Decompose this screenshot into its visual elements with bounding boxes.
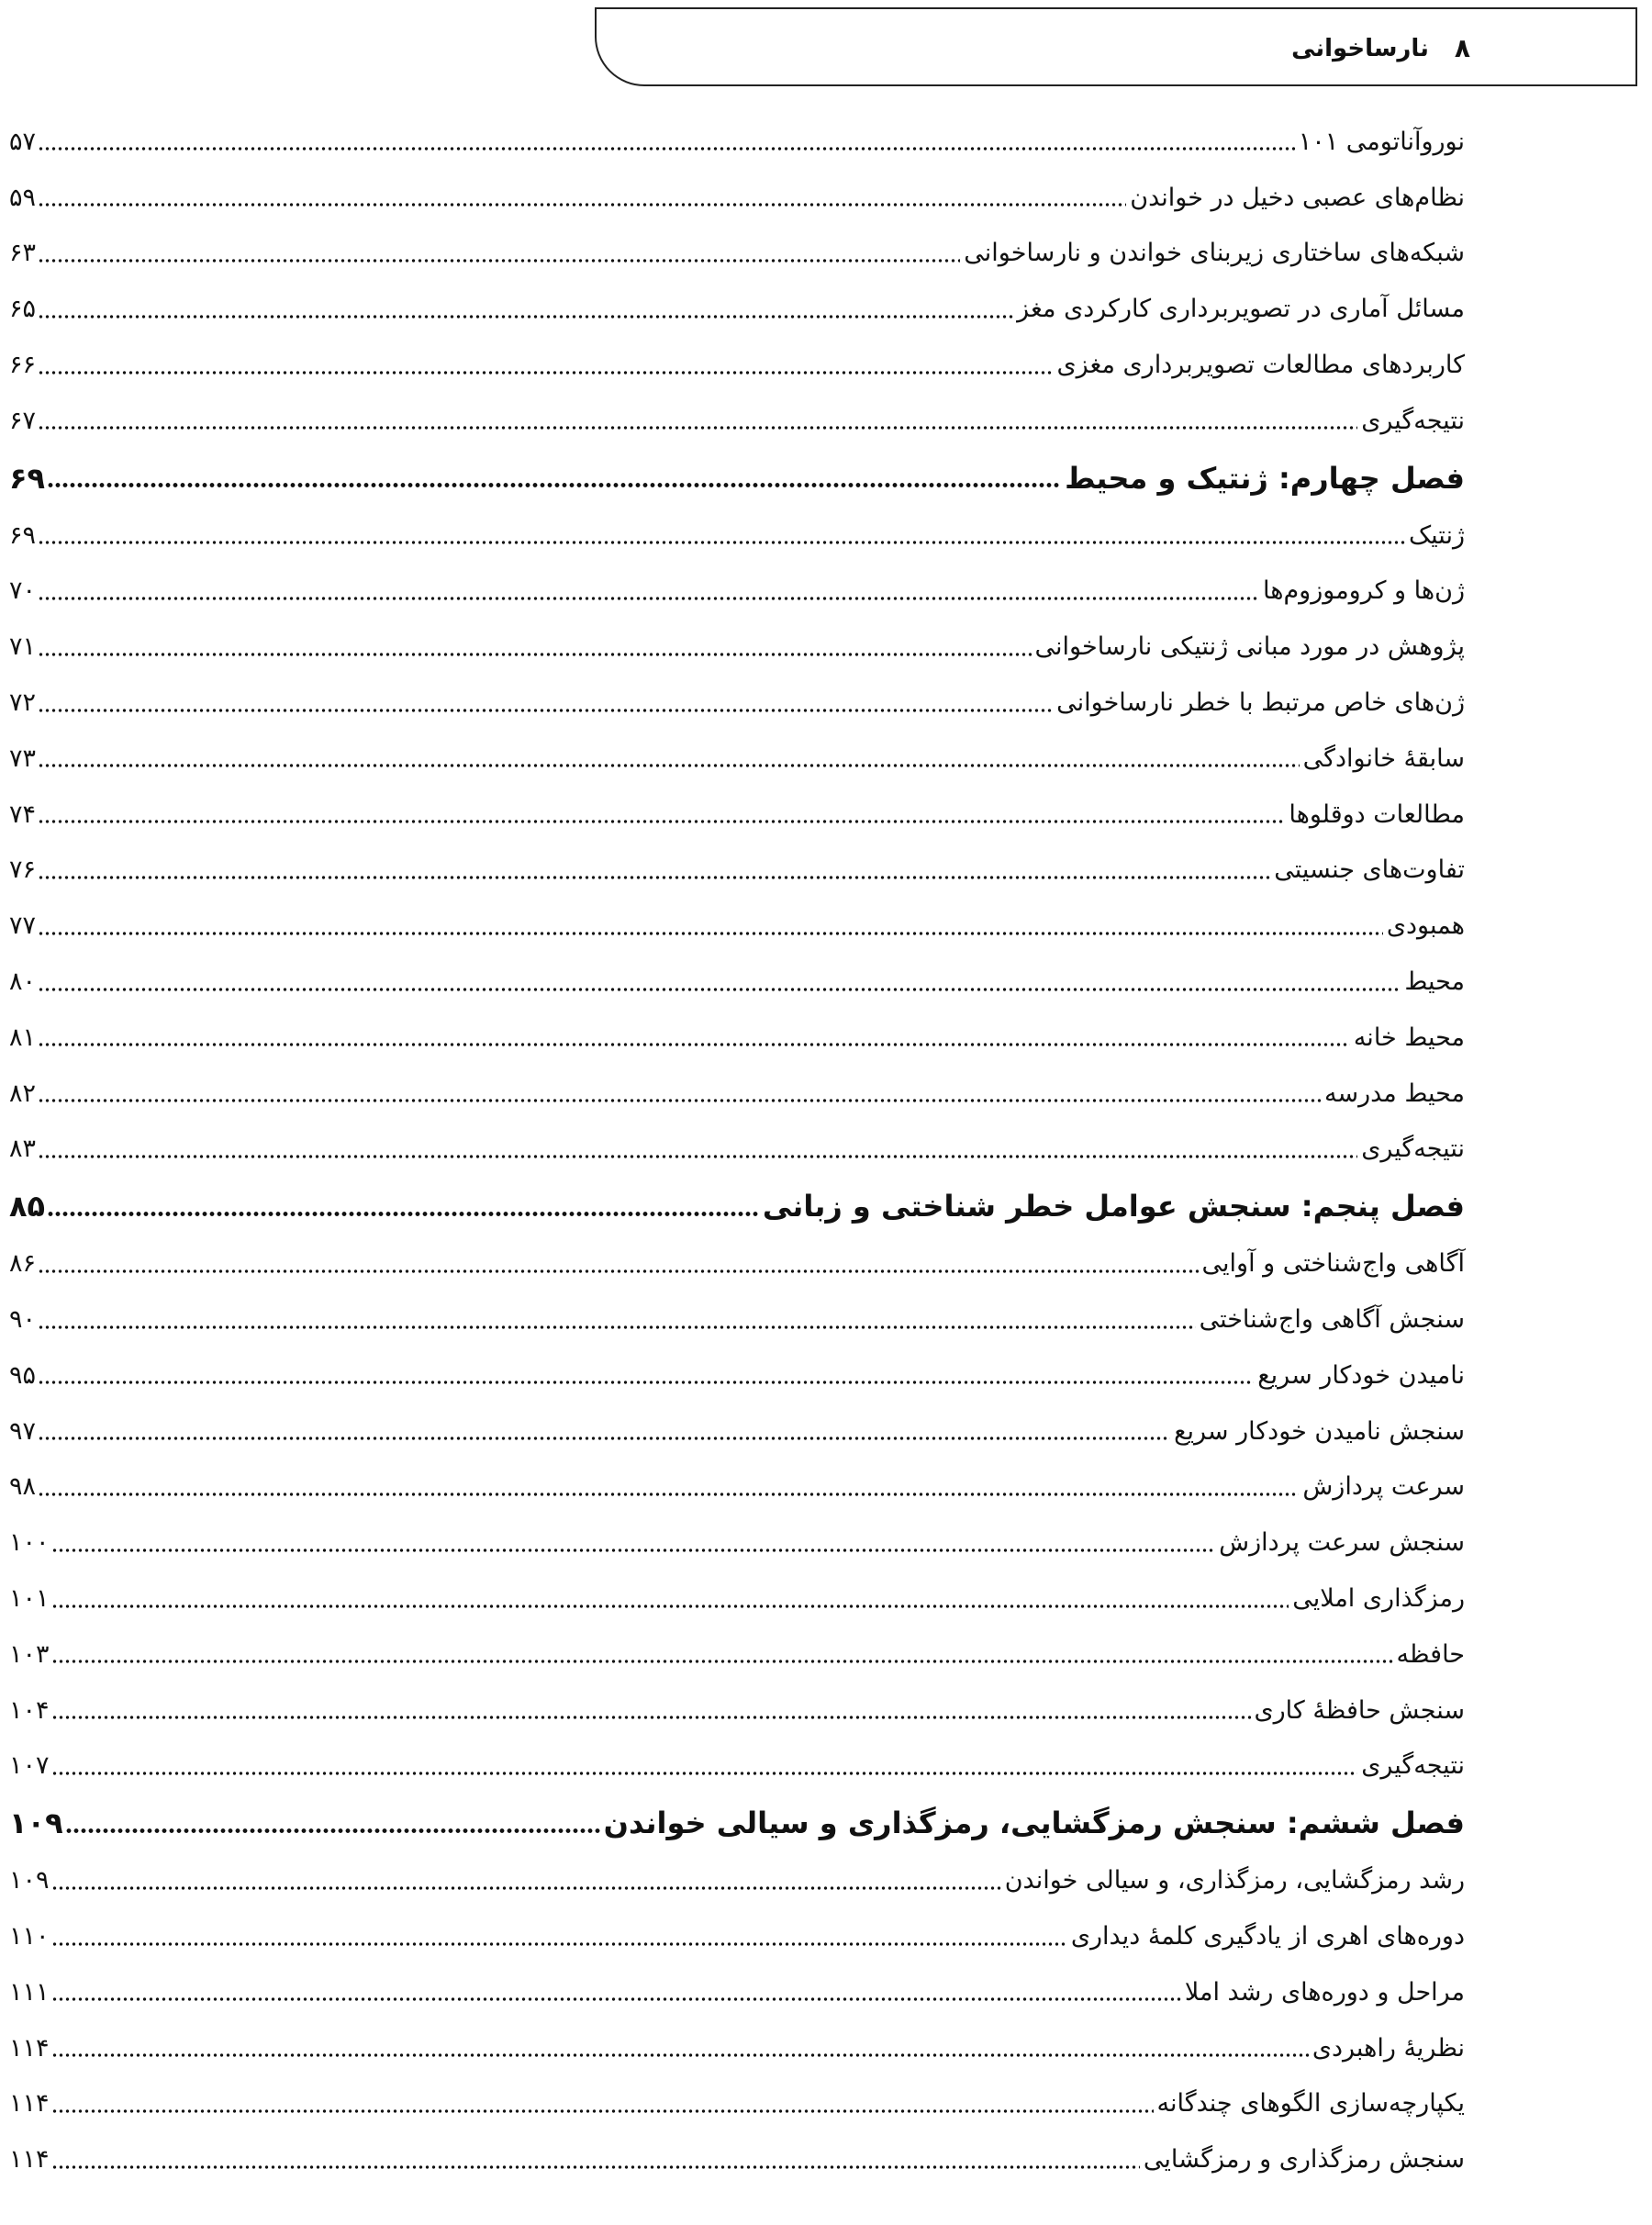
- toc-row: [9, 2076, 1465, 2132]
- dot-leader: [51, 2108, 1154, 2114]
- toc-entry: [0, 1403, 1652, 1459]
- toc-entry: [0, 619, 1652, 675]
- dot-leader: [38, 202, 1126, 207]
- page-number: ۷۲: [9, 688, 37, 718]
- toc-row: [9, 1235, 1465, 1291]
- toc-row: [9, 1291, 1465, 1347]
- toc-row: [9, 1515, 1465, 1571]
- toc-entry: [0, 787, 1652, 843]
- toc-entry: [0, 1852, 1652, 1908]
- toc-row: [9, 787, 1465, 843]
- dot-leader: [38, 314, 1013, 319]
- toc-row: [9, 898, 1465, 954]
- toc-entry: [0, 1627, 1652, 1683]
- section-title: مسائل آماری در تصویربرداری کارکردی مغز: [1017, 295, 1465, 324]
- toc-row: [9, 1908, 1465, 1964]
- dot-leader: [51, 1604, 1289, 1609]
- page-number: ۶۶: [9, 351, 37, 380]
- toc-entry: [0, 337, 1652, 393]
- dot-leader: [38, 1098, 1321, 1103]
- page-number: ۹۰: [9, 1305, 37, 1335]
- section-title: سنجش نامیدن خودکار سریع: [1174, 1416, 1465, 1446]
- section-title: سنجش آگاهی واج‌شناختی: [1199, 1305, 1465, 1335]
- section-title: نامیدن خودکار سریع: [1257, 1360, 1465, 1390]
- section-title: پژوهش در مورد مبانی ژنتیکی نارساخوانی: [1034, 632, 1465, 662]
- toc-row: [9, 1403, 1465, 1459]
- dot-leader: [51, 1885, 1001, 1891]
- toc-entry: [0, 1291, 1652, 1347]
- section-title: دوره‌های اهری از یادگیری کلمهٔ دیداری: [1070, 1922, 1465, 1951]
- page-number: ۸۳: [9, 1135, 37, 1164]
- section-title: مطالعات دوقلوها: [1289, 799, 1465, 829]
- dot-leader: [51, 2164, 1140, 2170]
- toc-row: [9, 1459, 1465, 1515]
- page-number: ۸۱: [9, 1023, 37, 1052]
- page-number: ۹۵: [9, 1360, 37, 1390]
- page-number: ۷۴: [9, 799, 37, 829]
- section-title: مراحل و دوره‌های رشد املا: [1184, 1977, 1465, 2007]
- page-number: ۵۹: [9, 183, 37, 212]
- page-number: ۱۱۴: [9, 2033, 50, 2063]
- toc-row: [9, 1347, 1465, 1403]
- toc-row: [9, 564, 1465, 620]
- section-title: یکپارچه‌سازی الگوهای چندگانه: [1156, 2089, 1465, 2119]
- page-number: ۸۰: [9, 967, 37, 997]
- section-title: سنجش رمزگذاری و رمزگشایی: [1143, 2145, 1465, 2175]
- page-number: ۸۲: [9, 1079, 37, 1108]
- page-number: ۹۷: [9, 1416, 37, 1446]
- header-content: [1291, 33, 1470, 63]
- toc-chapter-heading: [0, 1177, 1652, 1235]
- section-title: نتیجه‌گیری: [1361, 1135, 1465, 1164]
- chapter-title: فصل ششم: سنجش رمزگشایی، رمزگذاری و سیالی خواندن: [603, 1806, 1465, 1841]
- dot-leader: [38, 875, 1270, 880]
- dot-leader: [38, 146, 1295, 151]
- toc-row: [9, 1794, 1465, 1852]
- toc-entry: [0, 954, 1652, 1010]
- dot-leader: [51, 1996, 1181, 2002]
- page-number: ۱۱۴: [9, 2089, 50, 2119]
- page-number: ۱۰۹: [9, 1866, 50, 1895]
- toc-row: [9, 2131, 1465, 2187]
- toc-entry: [0, 281, 1652, 337]
- toc-row: [9, 1010, 1465, 1066]
- dot-leader: [51, 1941, 1067, 1947]
- section-title: سابقهٔ خانوادگی: [1302, 744, 1465, 773]
- toc-row: [9, 449, 1465, 508]
- toc-row: [9, 114, 1465, 170]
- dot-leader: [38, 1492, 1299, 1497]
- dot-leader: [38, 1154, 1357, 1159]
- toc-row: [9, 337, 1465, 393]
- section-title: نوروآناتومی ۱۰۱: [1298, 127, 1465, 156]
- toc-entry: [0, 731, 1652, 787]
- dot-leader: [38, 652, 1032, 657]
- toc-entry: [0, 2076, 1652, 2132]
- section-title: نتیجه‌گیری: [1361, 1751, 1465, 1781]
- dot-leader: [65, 1828, 600, 1834]
- section-title: کاربردهای مطالعات تصویربرداری مغزی: [1056, 351, 1465, 380]
- section-title: نظام‌های عصبی دخیل در خواندن: [1130, 183, 1465, 212]
- dot-leader: [38, 258, 960, 263]
- section-title: سنجش سرعت پردازش: [1219, 1528, 1465, 1558]
- toc-row: [9, 1852, 1465, 1908]
- toc-row: [9, 226, 1465, 282]
- toc-row: [9, 731, 1465, 787]
- toc-entry: [0, 2020, 1652, 2076]
- dot-leader: [38, 1436, 1170, 1441]
- toc-entry: [0, 1010, 1652, 1066]
- toc-entry: [0, 1683, 1652, 1739]
- page-number: ۱۰۴: [9, 1695, 50, 1725]
- toc-row: [9, 1177, 1465, 1235]
- section-title: نتیجه‌گیری: [1361, 406, 1465, 435]
- chapter-title: فصل چهارم: ژنتیک و محیط: [1065, 460, 1465, 496]
- page-number: ۱۱۴: [9, 2145, 50, 2175]
- section-title: تفاوت‌های جنسیتی: [1274, 855, 1465, 885]
- dot-leader: [38, 1325, 1196, 1330]
- page-number: ۱۰۰: [9, 1528, 50, 1558]
- chapter-title: فصل پنجم: سنجش عوامل خطر شناختی و زبانی: [762, 1189, 1465, 1224]
- section-title: ژنتیک: [1408, 520, 1465, 550]
- table-of-contents: [0, 114, 1652, 2187]
- page-number: ۶۵: [9, 295, 37, 324]
- toc-entry: [0, 114, 1652, 170]
- toc-entry: [0, 1515, 1652, 1571]
- section-title: آگاهی واج‌شناختی و آوایی: [1201, 1249, 1465, 1279]
- toc-row: [9, 281, 1465, 337]
- dot-leader: [38, 596, 1259, 601]
- dot-leader: [51, 1715, 1251, 1720]
- dot-leader: [51, 1659, 1393, 1664]
- toc-entry: [0, 393, 1652, 449]
- page-number: ۸۶: [9, 1249, 37, 1279]
- toc-row: [9, 170, 1465, 226]
- dot-leader: [38, 931, 1383, 936]
- toc-row: [9, 1739, 1465, 1795]
- page-number: ۷۳: [9, 744, 37, 773]
- page-number: ۱۰۳: [9, 1639, 50, 1669]
- section-title: همبودی: [1386, 911, 1465, 941]
- toc-row: [9, 954, 1465, 1010]
- dot-leader: [51, 1548, 1216, 1553]
- toc-entry: [0, 898, 1652, 954]
- header-page-number: ۸: [1454, 33, 1470, 63]
- toc-row: [9, 1571, 1465, 1627]
- toc-entry: [0, 170, 1652, 226]
- page-number: ۱۰۱: [9, 1584, 50, 1614]
- toc-row: [9, 1627, 1465, 1683]
- dot-leader: [38, 987, 1401, 992]
- toc-entry: [0, 1459, 1652, 1515]
- dot-leader: [38, 819, 1285, 824]
- toc-entry: [0, 1908, 1652, 1964]
- toc-entry: [0, 675, 1652, 731]
- section-title: محیط: [1404, 967, 1465, 997]
- section-title: رشد رمزگشایی، رمزگذاری، و سیالی خواندن: [1004, 1866, 1465, 1895]
- section-title: سنجش حافظهٔ کاری: [1254, 1695, 1465, 1725]
- dot-leader: [51, 2052, 1309, 2058]
- section-title: محیط خانه: [1353, 1023, 1465, 1052]
- page-number: ۷۰: [9, 576, 37, 606]
- page-number: ۱۱۱: [9, 1977, 50, 2007]
- page-number: ۶۹: [9, 460, 46, 496]
- toc-entry: [0, 1571, 1652, 1627]
- toc-chapter-heading: [0, 449, 1652, 508]
- page-number: ۱۰۷: [9, 1751, 50, 1781]
- page-number: ۷۷: [9, 911, 37, 941]
- toc-chapter-heading: [0, 1794, 1652, 1852]
- dot-leader: [47, 482, 1061, 488]
- toc-row: [9, 2020, 1465, 2076]
- toc-entry: [0, 843, 1652, 899]
- section-title: رمزگذاری املایی: [1292, 1584, 1465, 1614]
- toc-row: [9, 619, 1465, 675]
- section-title: حافظه: [1396, 1639, 1465, 1669]
- section-title: ژن‌های خاص مرتبط با خطر نارساخوانی: [1056, 688, 1465, 718]
- toc-entry: [0, 1235, 1652, 1291]
- section-title: نظریهٔ راهبردی: [1312, 2033, 1465, 2063]
- toc-row: [9, 508, 1465, 564]
- page-number: ۱۰۹: [9, 1806, 63, 1841]
- toc-row: [9, 1964, 1465, 2020]
- toc-entry: [0, 508, 1652, 564]
- toc-entry: [0, 1122, 1652, 1178]
- running-header: [595, 7, 1637, 86]
- toc-row: [9, 393, 1465, 449]
- page-number: ۹۸: [9, 1472, 37, 1502]
- dot-leader: [38, 1380, 1254, 1385]
- toc-row: [9, 843, 1465, 899]
- page-number: ۱۱۰: [9, 1922, 50, 1951]
- toc-row: [9, 675, 1465, 731]
- dot-leader: [38, 708, 1053, 713]
- dot-leader: [38, 425, 1357, 430]
- page-number: ۸۵: [9, 1189, 46, 1224]
- page-number: ۷۶: [9, 855, 37, 885]
- dot-leader: [51, 1771, 1358, 1776]
- toc-entry: [0, 1964, 1652, 2020]
- header-book-title: نارساخوانی: [1291, 34, 1429, 62]
- toc-row: [9, 1066, 1465, 1122]
- toc-row: [9, 1683, 1465, 1739]
- toc-row: [9, 1122, 1465, 1178]
- dot-leader: [38, 370, 1053, 375]
- toc-entry: [0, 1739, 1652, 1795]
- dot-leader: [47, 1211, 759, 1217]
- dot-leader: [38, 763, 1300, 768]
- toc-entry: [0, 564, 1652, 620]
- dot-leader: [38, 540, 1405, 545]
- toc-entry: [0, 226, 1652, 282]
- section-title: شبکه‌های ساختاری زیربنای خواندن و نارساخوانی: [964, 239, 1465, 268]
- page-number: ۵۷: [9, 127, 37, 156]
- section-title: ژن‌ها و کروموزوم‌ها: [1263, 576, 1465, 606]
- dot-leader: [38, 1042, 1350, 1047]
- section-title: سرعت پردازش: [1302, 1472, 1465, 1502]
- toc-entry: [0, 2131, 1652, 2187]
- page-number: ۶۳: [9, 239, 37, 268]
- toc-entry: [0, 1066, 1652, 1122]
- dot-leader: [38, 1269, 1199, 1274]
- page-number: ۶۹: [9, 520, 37, 550]
- toc-entry: [0, 1347, 1652, 1403]
- page-number: ۶۷: [9, 406, 37, 435]
- page-number: ۷۱: [9, 632, 37, 662]
- section-title: محیط مدرسه: [1323, 1079, 1465, 1108]
